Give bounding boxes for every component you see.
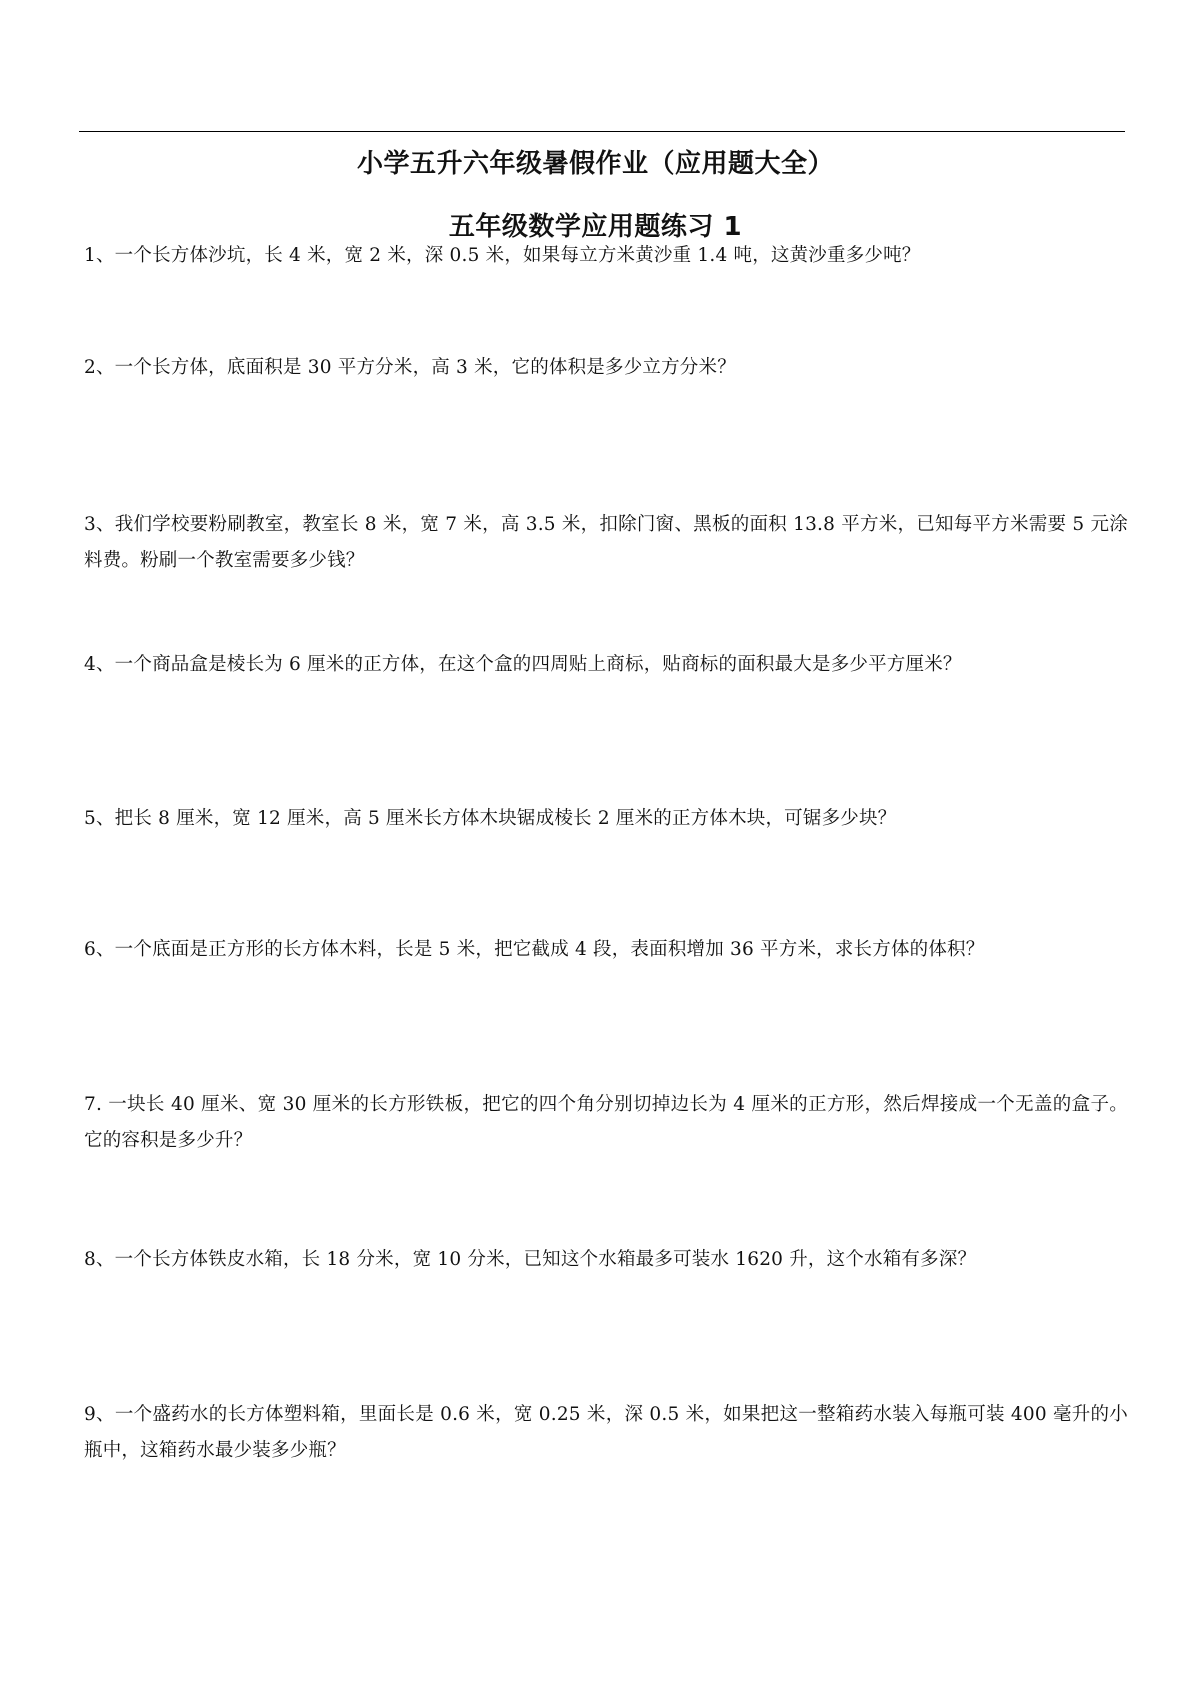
question-2: 2、一个长方体，底面积是 30 平方分米，高 3 米，它的体积是多少立方分米？ xyxy=(84,357,736,378)
document-subtitle: 五年级数学应用题练习 1 xyxy=(448,212,743,242)
question-7: 7. 一块长 40 厘米、宽 30 厘米的长方形铁板，把它的四个角分别切掉边长为 4 厘米的正方形，然后焊接成一个无盖的盒子。它的容积是多少升？ xyxy=(84,1094,1128,1151)
question-3: 3、我们学校要粉刷教室，教室长 8 米，宽 7 米，高 3.5 米，扣除门窗、黑板的面积 13.8 平方米，已知每平方米需要 5 元涂料费。粉刷一个教室需要多少钱？ xyxy=(84,514,1128,571)
question-1: 1、一个长方体沙坑，长 4 米，宽 2 米，深 0.5 米，如果每立方米黄沙重 1.4 吨，这黄沙重多少吨？ xyxy=(84,245,921,266)
question-5: 5、把长 8 厘米，宽 12 厘米，高 5 厘米长方体木块锯成棱长 2 厘米的正方体木块，可锯多少块？ xyxy=(84,808,897,829)
question-6: 6、一个底面是正方形的长方体木料，长是 5 米，把它截成 4 段，表面积增加 36 平方米，求长方体的体积？ xyxy=(84,939,985,960)
document-title: 小学五升六年级暑假作业（应用题大全） xyxy=(356,149,834,179)
question-8: 8、一个长方体铁皮水箱，长 18 分米，宽 10 分米，已知这个水箱最多可装水 1620 升，这个水箱有多深？ xyxy=(84,1249,977,1270)
header-rule xyxy=(79,131,1125,132)
question-9: 9、一个盛药水的长方体塑料箱，里面长是 0.6 米，宽 0.25 米，深 0.5 米，如果把这一整箱药水装入每瓶可装 400 毫升的小瓶中，这箱药水最少装多少瓶？ xyxy=(84,1404,1128,1461)
question-4: 4、一个商品盒是棱长为 6 厘米的正方体，在这个盒的四周贴上商标，贴商标的面积最大是多少平方厘米？ xyxy=(84,654,962,675)
